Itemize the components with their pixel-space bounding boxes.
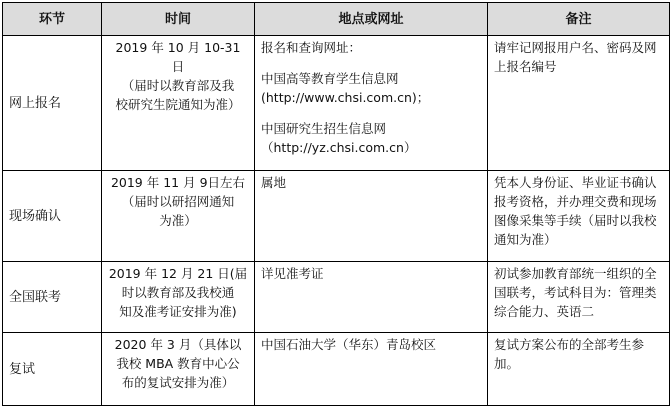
time-line: 2019 年 11 月 9日左右: [110, 175, 246, 190]
location-line: 详见准考证: [261, 266, 324, 281]
table-row: [3, 262, 670, 333]
spacer: [261, 57, 481, 69]
location-link: (http://www.chsi.com.cn)；: [261, 90, 430, 105]
time-line: 布的复试安排为准）: [121, 375, 235, 390]
schedule-table: [2, 2, 670, 406]
table-row: [3, 333, 670, 406]
stage-cell: 网上报名: [3, 36, 102, 171]
location-line: 中国高等教育学生信息网: [261, 71, 399, 86]
table-row: [3, 36, 670, 171]
header-location: 地点或网址: [255, 3, 488, 36]
spacer: [261, 107, 481, 119]
time-cell: [102, 36, 255, 171]
time-line: 2019 年 10 月 10-31 日: [115, 40, 241, 74]
location-cell: [255, 333, 488, 406]
location-line: 中国研究生招生信息网: [261, 121, 387, 136]
header-note: 备注: [488, 3, 670, 36]
note-cell: 请牢记网报用户名、密码及网上报名编号: [488, 36, 670, 171]
time-line: 2019 年 12 月 21 日(届: [108, 266, 248, 281]
time-cell: [102, 171, 255, 262]
location-line: 报名和查询网址：: [261, 40, 362, 55]
time-line: （届时以研招网通知: [121, 194, 235, 209]
time-line: 为准）: [159, 213, 197, 228]
note-cell: 复试方案公布的全部考生参加。: [488, 333, 670, 406]
stage-cell: 复试: [3, 333, 102, 406]
note-cell: 凭本人身份证、毕业证书确认报考资格，并办理交费和现场图像采集等手续（届时以我校通知为准）: [488, 171, 670, 262]
location-cell: [255, 36, 488, 171]
table-row: [3, 171, 670, 262]
time-line: （届时以教育部及我: [121, 78, 235, 93]
stage-cell: 现场确认: [3, 171, 102, 262]
location-link: （http://yz.chsi.com.cn）: [261, 140, 417, 155]
time-line: 2020 年 3 月（具体以: [114, 337, 242, 352]
time-line: 我校 MBA 教育中心公: [116, 356, 240, 371]
location-line: 属地: [261, 175, 287, 190]
time-line: 时以教育部及我校通: [121, 285, 235, 300]
location-line: 中国石油大学（华东）青岛校区: [261, 337, 437, 352]
location-cell: [255, 262, 488, 333]
stage-cell: 全国联考: [3, 262, 102, 333]
time-line: 校研究生院通知为准）: [115, 97, 241, 112]
table-header-row: [3, 3, 670, 36]
time-cell: [102, 262, 255, 333]
time-line: 知及准考证安排为准): [119, 304, 237, 319]
header-time: 时间: [102, 3, 255, 36]
time-cell: [102, 333, 255, 406]
location-cell: [255, 171, 488, 262]
note-cell: 初试参加教育部统一组织的全国联考，考试科目为：管理类综合能力、英语二: [488, 262, 670, 333]
header-stage: 环节: [3, 3, 102, 36]
